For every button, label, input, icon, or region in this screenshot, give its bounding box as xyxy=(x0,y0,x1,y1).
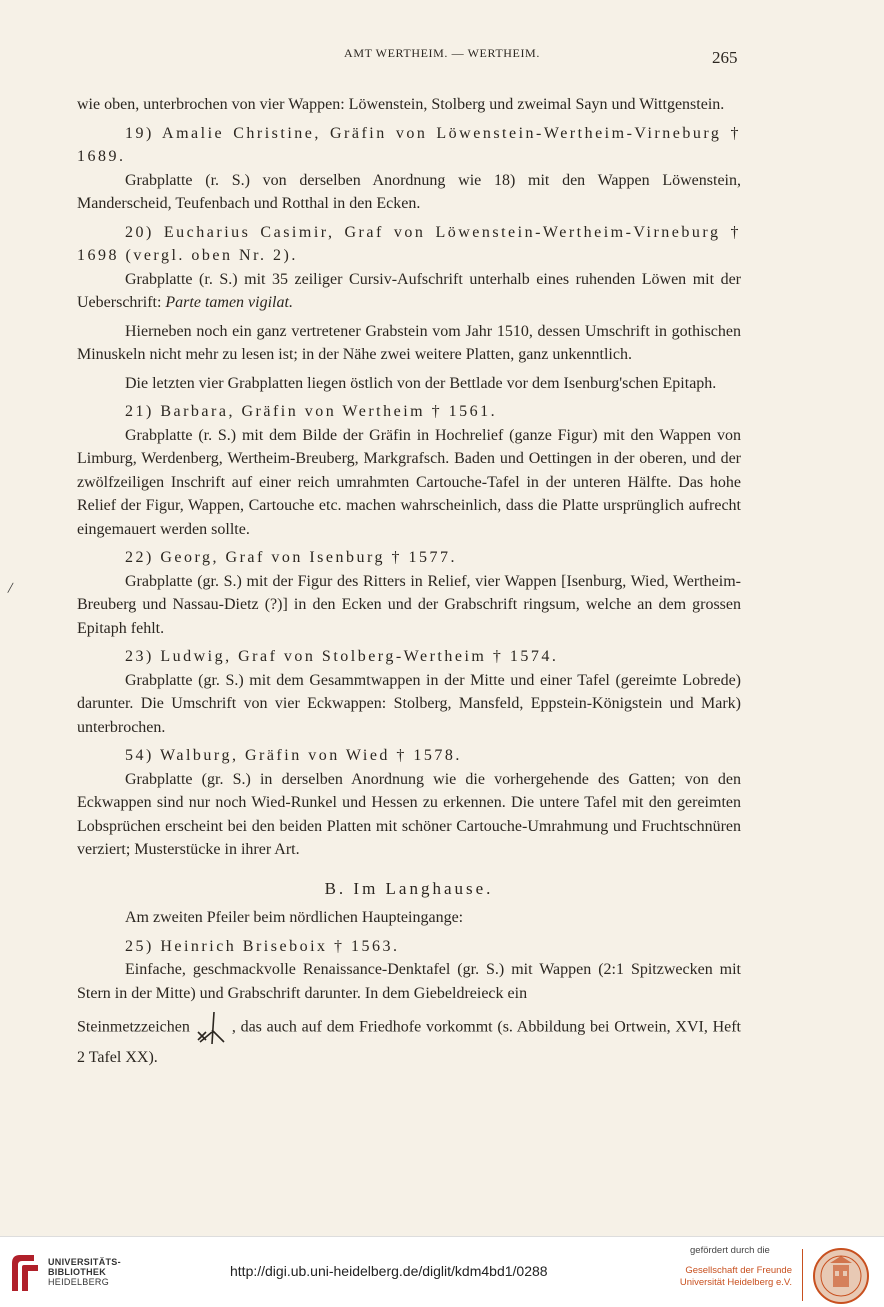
latin-inscription: Parte tamen vigilat. xyxy=(165,294,293,311)
library-name-line: BIBLIOTHEK xyxy=(48,1267,106,1277)
paragraph: Grabplatte (gr. S.) in derselben Anordnung wie die vorhergehende des Gatten; von den Eckwappen sind nur noch Wied-Runkel und Hessen zu erkennen. Die untere Tafel mit den gereimten Lobsprüchen erscheint bei den beiden Platten mit schöner Cartouche-Umrahmung und Fruchtschnüren verziert; Musterstücke in ihrer Art. xyxy=(77,770,741,858)
society-line: Universität Heidelberg e.V. xyxy=(679,1277,792,1288)
society-line: Gesellschaft der Freunde xyxy=(685,1265,792,1276)
paragraph xyxy=(77,268,741,315)
body-text xyxy=(77,93,741,1075)
paragraph-text: , das auch auf dem Friedhofe vorkommt (s. Abbildung bei Ortwein, XVI, Heft 2 Tafel XX). xyxy=(77,1018,741,1066)
entry-heading: 54) Walburg, Gräfin von Wied † 1578. xyxy=(125,747,462,764)
paragraph xyxy=(77,1010,741,1070)
paragraph: Grabplatte (r. S.) von derselben Anordnung wie 18) mit den Wappen Löwenstein, Manderscheid, Teufenbach und Rotthal in den Ecken. xyxy=(77,171,741,212)
footer-divider xyxy=(802,1249,803,1301)
library-logo-icon[interactable] xyxy=(8,1251,44,1295)
library-name-line: UNIVERSITÄTS- xyxy=(48,1257,121,1267)
paragraph-text: Steinmetzzeichen xyxy=(77,1018,190,1036)
entry-heading: 25) Heinrich Briseboix † 1563. xyxy=(125,937,400,955)
entry-heading: 20) Eucharius Casimir, Graf von Löwenstein-Wertheim-Virneburg † 1698 (vergl. oben Nr. 2). xyxy=(77,223,741,264)
library-name xyxy=(48,1257,121,1287)
footer-bar xyxy=(0,1236,884,1307)
paragraph: Einfache, geschmackvolle Renaissance-Denktafel (gr. S.) mit Wappen (2:1 Spitzwecken mit Stern in der Mitte) und Grabschrift darunter. In dem Giebeldreieck ein xyxy=(77,961,741,1002)
entry-heading: 23) Ludwig, Graf von Stolberg-Wertheim † 1574. xyxy=(125,648,559,665)
page-number: 265 xyxy=(712,48,738,67)
paragraph-text: Grabplatte (r. S.) mit 35 zeiliger Cursiv-Aufschrift unterhalb eines ruhenden Löwen mit der Ueberschrift: xyxy=(77,270,741,311)
section-heading: B. Im Langhause. xyxy=(324,878,494,898)
paragraph: Die letzten vier Grabplatten liegen östlich von der Bettlade vor dem Isenburg'schen Epitaph. xyxy=(125,374,717,392)
stonemason-mark-icon xyxy=(194,1010,228,1046)
paragraph: Grabplatte (gr. S.) mit der Figur des Ritters in Relief, vier Wappen [Isenburg, Wied, Wertheim-Breuberg und Nassau-Dietz (?)] in den Ecken und der Grabschrift ringsum, welche an dem grossen Epitaph fehlt. xyxy=(77,572,741,637)
society-name[interactable] xyxy=(680,1265,792,1289)
paragraph: Hierneben noch ein ganz vertretener Grabstein vom Jahr 1510, dessen Umschrift in gothischen Minuskeln nicht mehr zu lesen ist; in der Nähe zwei weitere Platten, ganz unkenntlich. xyxy=(77,322,741,363)
paragraph: Grabplatte (r. S.) mit dem Bilde der Gräfin in Hochrelief (ganze Figur) mit den Wappen von Limburg, Werdenberg, Wertheim-Breuberg, Markgrafsch. Baden und Oettingen in der oberen, und der zwölfzeiligen Inschrift auf einer reich umrahmten Cartouche-Tafel in der unteren Hälfte. Das hohe Relief der Figur, Wappen, Cartouche etc. machen wahrscheinlich, dass die Platte ursprünglich aufrecht eingemauert werden sollte. xyxy=(77,426,741,538)
funded-by-label: gefördert durch die xyxy=(690,1245,770,1256)
running-header: AMT WERTHEIM. — WERTHEIM. xyxy=(344,46,540,60)
library-name-line: HEIDELBERG xyxy=(48,1277,110,1287)
entry-heading: 21) Barbara, Gräfin von Wertheim † 1561. xyxy=(125,403,498,420)
permalink-url[interactable]: http://digi.ub.uni-heidelberg.de/diglit/kdm4bd1/0288 xyxy=(230,1263,548,1279)
paragraph: Grabplatte (gr. S.) mit dem Gesammtwappen in der Mitte und einer Tafel (gereimte Lobrede) darunter. Die Umschrift von vier Eckwappen: Stolberg, Mansfeld, Eppstein-Königstein und Mark) unterbrochen. xyxy=(77,671,741,736)
margin-pencil-mark: / xyxy=(6,579,14,598)
paragraph: Am zweiten Pfeiler beim nördlichen Haupteingange: xyxy=(125,909,464,926)
paragraph: wie oben, unterbrochen von vier Wappen: Löwenstein, Stolberg und zweimal Sayn und Wittgenstein. xyxy=(77,96,725,113)
university-seal-icon xyxy=(812,1247,870,1305)
entry-heading: 19) Amalie Christine, Gräfin von Löwenstein-Wertheim-Virneburg † 1689. xyxy=(77,124,741,165)
entry-heading: 22) Georg, Graf von Isenburg † 1577. xyxy=(125,549,458,566)
